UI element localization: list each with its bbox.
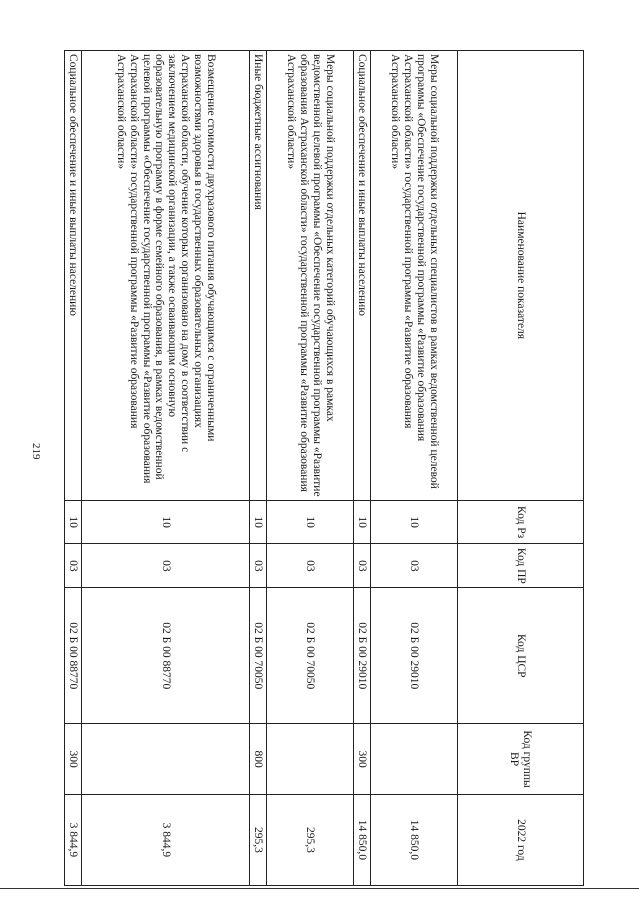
page-number: 219	[30, 443, 42, 460]
row-csr: 02 Б 00 70050	[267, 588, 354, 724]
row-csr: 02 Б 00 70050	[250, 588, 267, 724]
row-csr: 02 Б 00 29010	[371, 588, 458, 724]
row-name: Социальное обеспечение и иные выплаты населению	[354, 51, 371, 501]
row-pr: 03	[371, 544, 458, 588]
row-vr: 300	[65, 724, 82, 794]
row-pr: 03	[250, 544, 267, 588]
rotated-table-container	[67, 50, 584, 886]
row-vr: 300	[354, 724, 371, 794]
row-csr: 02 Б 00 88770	[82, 588, 250, 724]
row-rz: 10	[267, 500, 354, 544]
row-csr: 02 Б 00 29010	[354, 588, 371, 724]
table-row	[371, 51, 458, 886]
row-name: Меры социальной поддержки отдельных категорий обучающихся в рамках ведомственной целевой программы «Обеспечение государственной программы «Развитие образования Астраханской области» государственной программы «Развитие образования Астраханской области»	[267, 51, 354, 501]
row-value: 14 850,0	[371, 794, 458, 885]
row-value: 295,3	[267, 794, 354, 885]
row-rz: 10	[65, 500, 82, 544]
row-name: Иные бюджетные ассигнования	[250, 51, 267, 501]
table-header-row	[458, 51, 584, 886]
row-rz: 10	[82, 500, 250, 544]
row-pr: 03	[354, 544, 371, 588]
table-row	[267, 51, 354, 886]
row-name: Возмещение стоимости двухразового питания обучающимся с ограниченными возможностями здоровья в государственных образовательных организациях Астраханской области, обучение которых организовано на дому в соответствии с заключением медицинской организации, а также осваивающим основную образовательную программу в форме семейного образования, в рамках ведомственной целевой программы «Обеспечение государственной программы «Развитие образования Астраханской области» государственной программы «Развитие образования Астраханской области»	[82, 51, 250, 501]
header-year: 2022 год	[458, 794, 584, 885]
table-row	[250, 51, 267, 886]
row-csr: 02 Б 00 88770	[65, 588, 82, 724]
header-name: Наименование показателя	[458, 51, 584, 501]
row-vr	[371, 724, 458, 794]
header-pr: Код ПР	[458, 544, 584, 588]
header-csr: Код ЦСР	[458, 588, 584, 724]
table-row	[65, 51, 82, 886]
row-value: 3 844,9	[65, 794, 82, 885]
row-pr: 03	[267, 544, 354, 588]
header-vr: Код группы ВР	[458, 724, 584, 794]
row-value: 295,3	[250, 794, 267, 885]
table-row	[82, 51, 250, 886]
header-rz: Код Рз	[458, 500, 584, 544]
row-value: 3 844,9	[82, 794, 250, 885]
row-rz: 10	[250, 500, 267, 544]
row-name: Социальное обеспечение и иные выплаты населению	[65, 51, 82, 501]
row-vr	[267, 724, 354, 794]
row-rz: 10	[371, 500, 458, 544]
row-name: Меры социальной поддержки отдельных специалистов в рамках ведомственной целевой программы «Обеспечение государственной программы «Развитие образования Астраханской области» государственной программы «Развитие образования Астраханской области»	[371, 51, 458, 501]
row-rz: 10	[354, 500, 371, 544]
table-row	[354, 51, 371, 886]
budget-table	[64, 50, 584, 886]
row-value: 14 850,0	[354, 794, 371, 885]
row-vr	[82, 724, 250, 794]
row-pr: 03	[65, 544, 82, 588]
row-pr: 03	[82, 544, 250, 588]
row-vr: 800	[250, 724, 267, 794]
bottom-divider	[0, 888, 639, 889]
